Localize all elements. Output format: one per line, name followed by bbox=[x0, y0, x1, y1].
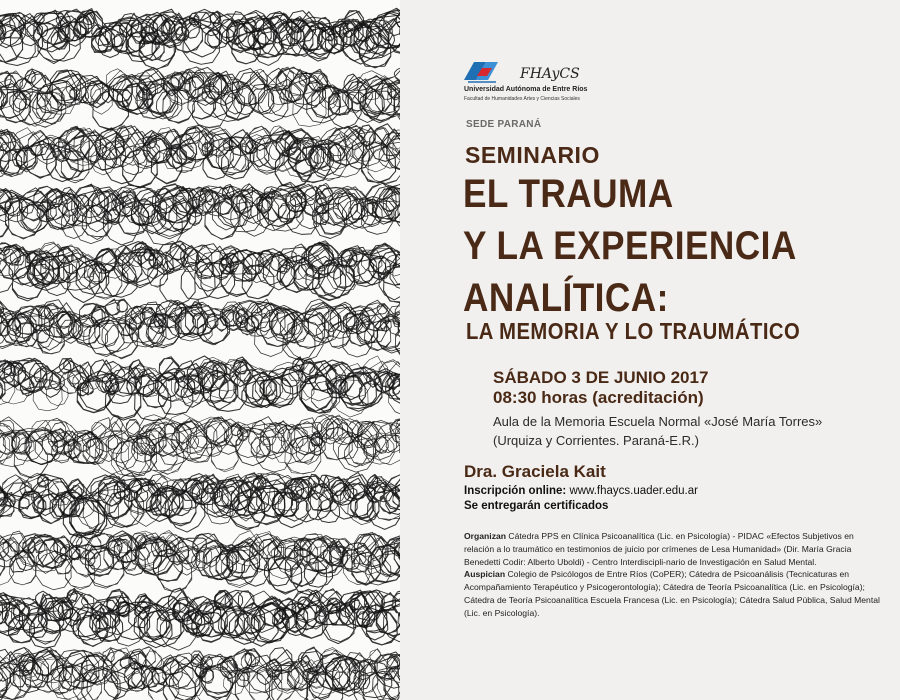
organizers bbox=[464, 530, 884, 568]
speaker-name: Dra. Graciela Kait bbox=[464, 462, 606, 481]
uader-logo-icon bbox=[462, 58, 582, 88]
sponsors-label: Auspician bbox=[464, 569, 506, 580]
title-line-2: Y LA EXPERIENCIA bbox=[463, 224, 797, 268]
certificates-note: Se entregarán certificados bbox=[464, 500, 609, 512]
faculty-name: Facultad de Humanidades Artes y Ciencias Sociales bbox=[464, 96, 580, 102]
event-title bbox=[463, 168, 841, 324]
fhaycs-wordmark: FHAyCS bbox=[520, 66, 580, 82]
event-time: 08:30 horas (acreditación) bbox=[493, 388, 704, 407]
registration-url[interactable]: www.fhaycs.uader.edu.ar bbox=[569, 485, 698, 497]
title-line-3: ANALÍTICA: bbox=[463, 276, 669, 320]
credits-block bbox=[464, 530, 884, 620]
event-date: SÁBADO 3 DE JUNIO 2017 bbox=[493, 368, 709, 387]
sponsors-text: Colegio de Psicólogos de Entre Ríos (CoPER); Cátedra de Psicoanálisis (Tecnicaturas en Acompañamiento Terapéutico y Psicogerontología); Cátedra de Teoría Psicoanalítica (Lic. en Psicología); Cátedra de Teoría Psicoanalítica Escuela Francesa (Lic. en Psicología); Cátedra Salud Pública, Salud Mental (Lic. en Psicología). bbox=[464, 569, 880, 618]
scribble-line bbox=[0, 124, 400, 189]
title-line-1: EL TRAUMA bbox=[463, 172, 674, 216]
event-kicker: SEMINARIO bbox=[465, 142, 600, 168]
venue-label: SEDE PARANÁ bbox=[466, 119, 542, 130]
event-place bbox=[493, 412, 893, 450]
organizers-label: Organizan bbox=[464, 531, 507, 541]
info-panel bbox=[400, 0, 900, 700]
organizers-text: Cátedra PPS en Clínica Psicoanalítica (Lic. en Psicología) - PIDAC «Efectos Subjetivos en relación a lo traumático en testimonios de juicio por crímenes de Lesa Humanidad» (Dir. María Gracia Benedetti Codir: Alberto Uboldi) - Centro Interdiscipli-nario de Investigación en Salud Mental. bbox=[464, 531, 854, 567]
place-line-2: (Urquiza y Corrientes. Paraná-E.R.) bbox=[493, 433, 699, 448]
sponsors bbox=[464, 568, 884, 619]
university-name: Universidad Autónoma de Entre Ríos bbox=[464, 86, 588, 93]
scribble-artwork bbox=[0, 0, 400, 700]
scribble-drawing bbox=[0, 0, 400, 700]
place-line-1: Aula de la Memoria Escuela Normal «José María Torres» bbox=[493, 414, 823, 429]
registration-line bbox=[464, 485, 698, 497]
registration-label: Inscripción online: bbox=[464, 485, 567, 497]
event-subtitle: LA MEMORIA Y LO TRAUMÁTICO bbox=[466, 318, 801, 344]
